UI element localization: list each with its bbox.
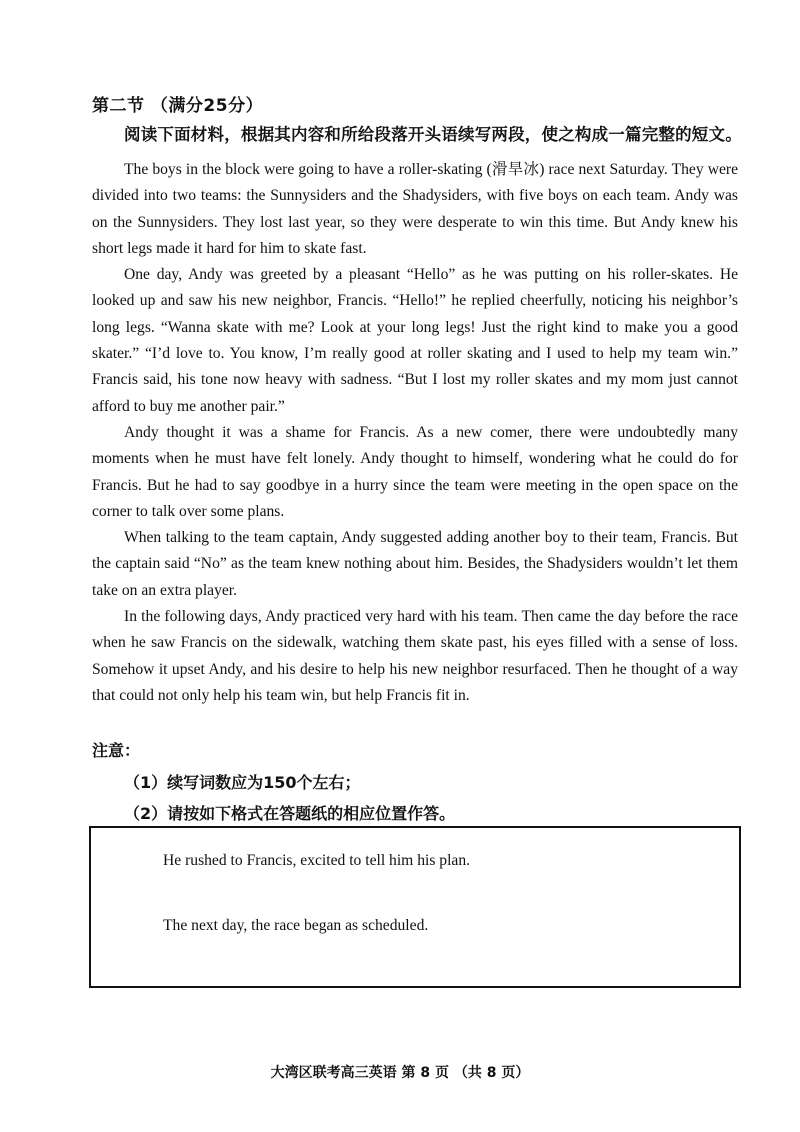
section-instruction: 阅读下面材料，根据其内容和所给段落开头语续写两段，使之构成一篇完整的短文。	[124, 125, 742, 144]
passage-paragraph: One day, Andy was greeted by a pleasant “Hello” as he was putting on his roller-skates. He looked up and saw his new neighbor, Francis. “Hello!” he replied cheerfully, noticing his neighbor’s long legs. “Wanna skate with me? Look at your long legs! Just the right kind to make you a good skater.” “I’d love to. You know, I’m really good at roller skating and I used to help my team win.” Francis said, his tone now heavy with sadness. “But I lost my roller skates and my mom just cannot afford to buy me another pair.”	[92, 266, 738, 415]
passage-paragraph: When talking to the team captain, Andy suggested adding another boy to their team, Francis. But the captain said “No” as the team knew nothing about him. Besides, the Shadysiders wouldn’t let them take on an extra player.	[92, 529, 738, 599]
paragraph-opener-2: The next day, the race began as scheduled.	[163, 917, 429, 934]
page-footer: 大湾区联考高三英语 第 8 页 （共 8 页）	[270, 1065, 530, 1081]
section-title: 第二节 （满分25分）	[92, 96, 264, 116]
paragraph-opener-1: He rushed to Francis, excited to tell him his plan.	[163, 852, 471, 869]
notes-heading: 注意：	[92, 741, 141, 760]
passage-paragraph: In the following days, Andy practiced very hard with his team. Then came the day before the race when he saw Francis on the sidewalk, watching them skate past, his eyes filled with a sense of loss. Somehow it upset Andy, and his desire to help his new neighbor resurfaced. Then he thought of a way that could not only help his team win, but help Francis fit in.	[92, 608, 738, 704]
note-answer-format: （2）请按如下格式在答题纸的相应位置作答。	[124, 804, 456, 823]
reading-passage	[92, 157, 738, 709]
passage-paragraph: The boys in the block were going to have a roller-skating (滑旱冰) race next Saturday. They were divided into two teams: the Sunnysiders and the Shadysiders, with five boys on each team. Andy was on the Sunnysiders. They lost last year, so they were desperate to win this time. But Andy knew his short legs made it hard for him to skate fast.	[92, 161, 738, 257]
passage-paragraph: Andy thought it was a shame for Francis. As a new comer, there were undoubtedly many moments when he must have felt lonely. Andy thought to himself, wondering what he could do for Francis. But he had to say goodbye in a hurry since the team were meeting in the open space on the corner to talk over some plans.	[92, 423, 738, 520]
answer-format-box	[89, 826, 741, 988]
note-word-count: （1）续写词数应为150个左右；	[124, 773, 361, 792]
